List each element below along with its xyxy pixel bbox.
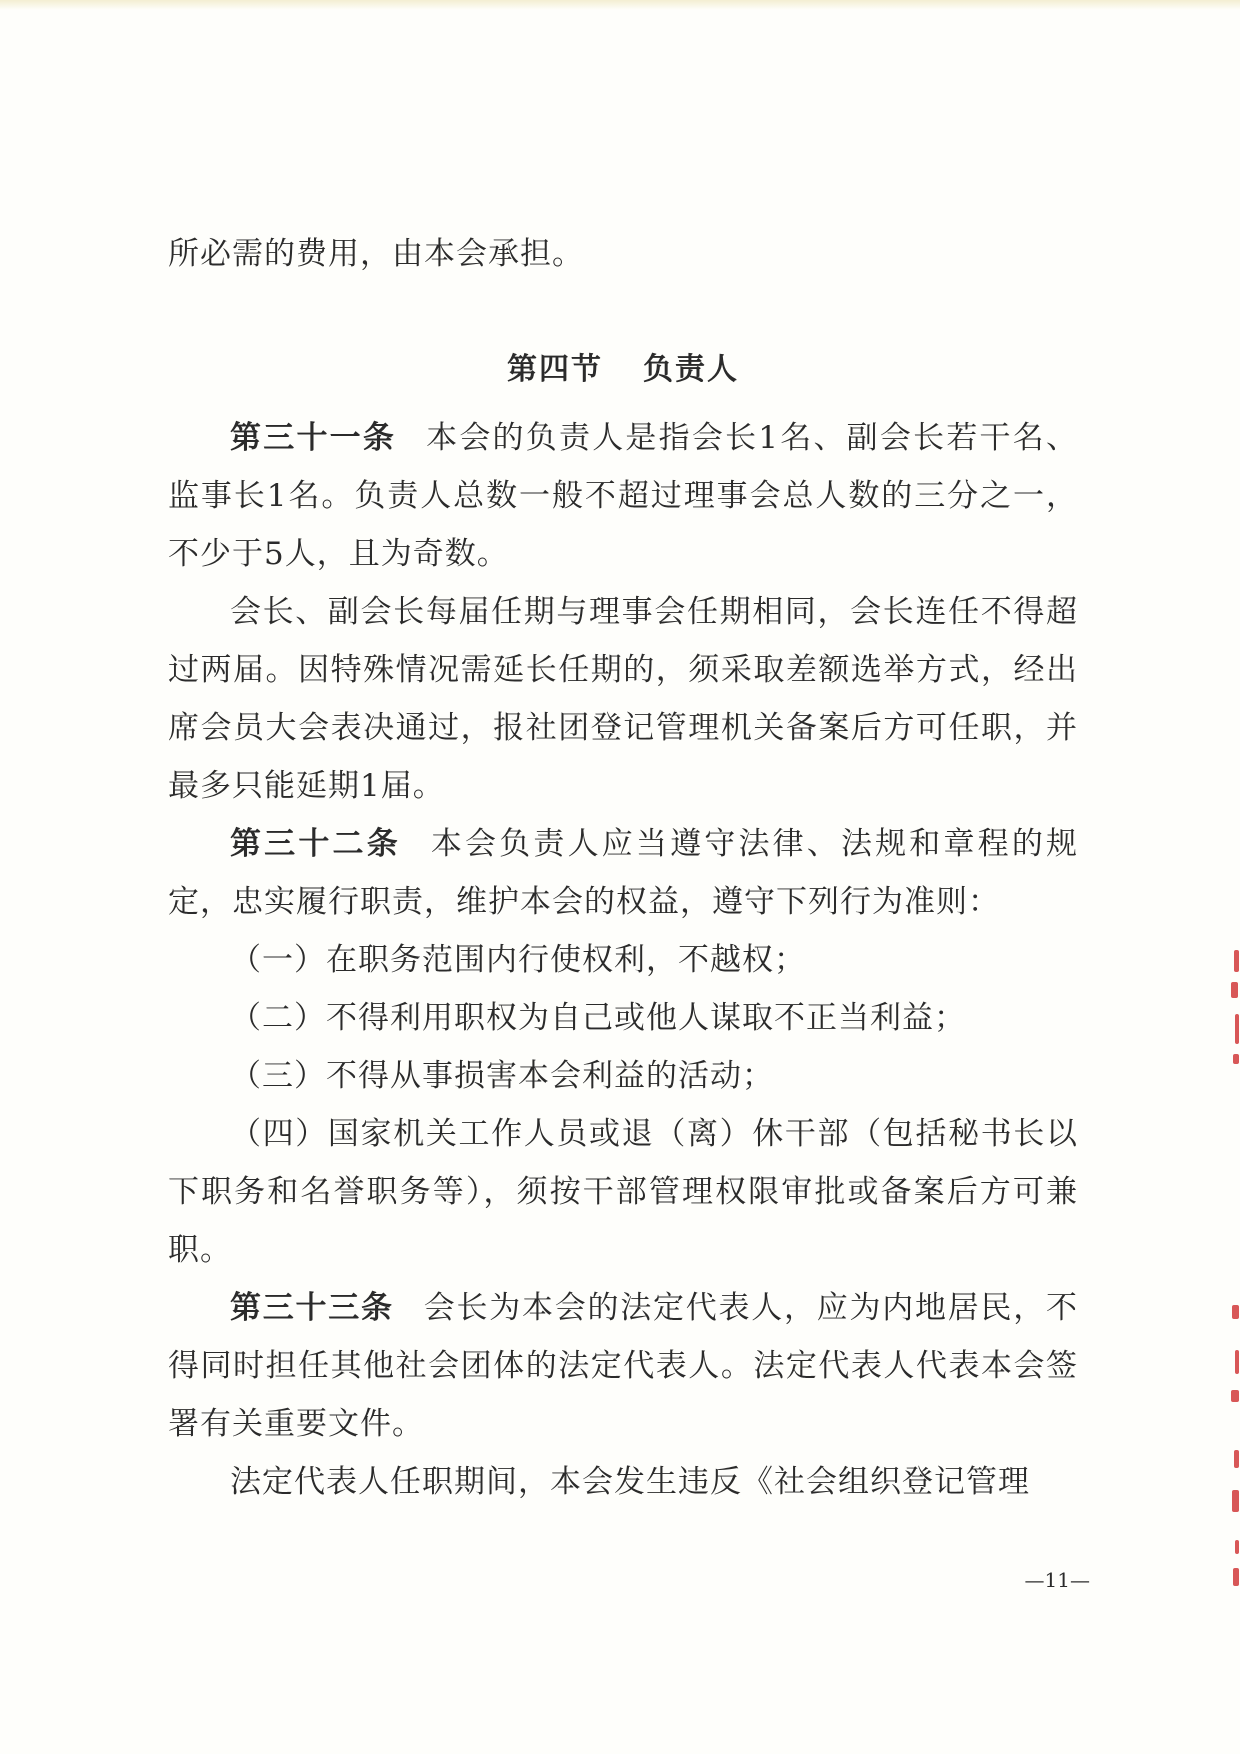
page-number: —11— [1024,1568,1090,1592]
article-number: 第三十三条 [230,1290,394,1326]
rule-item: （四）国家机关工作人员或退（离）休干部（包括秘书长以下职务和名誉职务等），须按干部管理权限审批或备案后方可兼职。 [168,1116,1078,1268]
document-body [168,225,1078,1511]
section-heading [168,283,1078,409]
article-33 [168,1279,1078,1453]
term-paragraph: 会长、副会长每届任期与理事会任期相同，会长连任不得超过两届。因特殊情况需延长任期的，须采取差额选举方式，经出席会员大会表决通过，报社团登记管理机关备案后方可任职，并最多只能延期1届。 [168,594,1078,804]
article-number: 第三十一条 [230,420,397,456]
article-number: 第三十二条 [230,826,401,862]
article-text: 会长为本会的法定代表人，应为内地居民，不得同时担任其他社会团体的法定代表人。法定代表人代表本会签署有关重要文件。 [168,1290,1078,1442]
seal-edge-mark [1222,950,1240,1590]
rule-item: （二）不得利用职权为自己或他人谋取不正当利益； [230,1000,966,1036]
article-text: 本会的负责人是指会长1名、副会长若干名、监事长1名。负责人总数一般不超过理事会总人数的三分之一，不少于5人，且为奇数。 [168,420,1078,572]
closing-paragraph: 法定代表人任职期间，本会发生违反《社会组织登记管理 [230,1464,1030,1500]
lead-line: 所必需的费用，由本会承担。 [168,236,584,272]
rule-item: （三）不得从事损害本会利益的活动； [230,1058,774,1094]
article-text: 本会负责人应当遵守法律、法规和章程的规定，忠实履行职责，维护本会的权益，遵守下列行为准则： [168,826,1079,920]
article-32 [168,815,1078,931]
section-number: 第四节 [507,352,603,387]
section-title: 负责人 [643,352,739,387]
rule-item: （一）在职务范围内行使权利，不越权； [230,942,806,978]
article-31 [168,409,1078,583]
page-top-edge [0,0,1240,10]
